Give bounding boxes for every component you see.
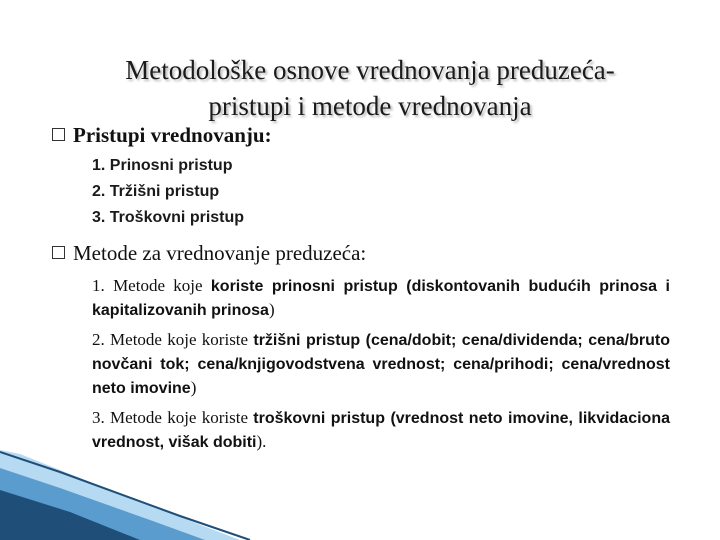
list-item: 1. Prinosni pristup <box>92 157 233 174</box>
method-3-emphasis: troškovni pristup (vrednost neto imovine, likvidaciona vrednost, višak dobiti <box>92 410 670 451</box>
method-paragraph-1 <box>92 274 670 322</box>
list-item: 3. Troškovni pristup <box>92 209 245 226</box>
title-line-2: pristupi i metode vrednovanja <box>208 91 532 121</box>
method-1-emphasis: koriste prinosni pristup (diskontovanih budućih prinosa i kapitalizovanih prinosa <box>92 278 670 319</box>
method-2-emphasis: tržišni pristup (cena/dobit; cena/dividenda; cena/bruto novčani tok; cena/knjigovodstvena vrednost; cena/prihodi; cena/vrednost neto imovine <box>92 332 670 397</box>
list-item: 2. Tržišni pristup <box>92 183 220 200</box>
slide-title <box>40 52 700 124</box>
method-paragraph-2 <box>92 328 670 400</box>
title-line-1: Metodološke osnove vrednovanja preduzeća- <box>125 55 615 85</box>
method-2-lead: 2. Metode koje koriste <box>92 330 254 349</box>
method-3-tail: ). <box>256 432 267 451</box>
bullet-methods <box>52 240 366 266</box>
method-1-tail: ) <box>268 300 275 319</box>
decorative-wave-graphic <box>0 450 720 540</box>
bullet-methods-label: Metode za vrednovanje preduzeća: <box>73 241 367 265</box>
method-paragraph-3 <box>92 406 670 454</box>
bullet-approaches-label: Pristupi vrednovanju: <box>73 123 272 147</box>
method-3-lead: 3. Metode koje koriste <box>92 408 254 427</box>
approaches-list <box>92 153 244 231</box>
checkbox-bullet-icon <box>52 246 65 259</box>
method-2-tail: ) <box>190 378 197 397</box>
method-1-lead: 1. Metode koje <box>92 276 211 295</box>
bullet-approaches <box>52 122 272 148</box>
checkbox-bullet-icon <box>52 128 65 141</box>
